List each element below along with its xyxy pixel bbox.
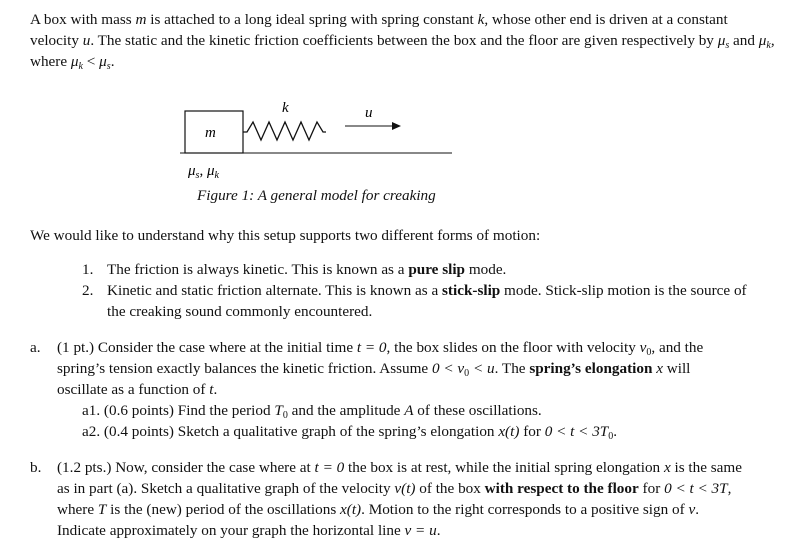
- part-b-line-1: (1.2 pts.) Now, consider the case where at t = 0 the box is at rest, while the initial spring elongation x is the same: [57, 459, 742, 476]
- list-item-text-continuation: the creaking sound commonly encountered.: [107, 303, 373, 320]
- spring-zigzag: [243, 122, 326, 140]
- figure-caption: Figure 1: A general model for creaking: [197, 187, 436, 204]
- intro-paragraph: A box with mass m is attached to a long ideal spring with spring constant k, whose other end is driven at a constant velocity u. The static and the kinetic friction coefficients between the box and the floor are given respectively by $\mu_s$ and $\mu_k$, where $\mu_k < \mu_s$.: [30, 11, 775, 72]
- part-a2: a2. (0.4 points) Sketch a qualitative graph of the spring’s elongation x(t) for $0 < t < 3T_0$.: [82, 423, 618, 442]
- part-a-line-1: (1 pt.) Consider the case where at the initial time t = 0, the box slides on the floor with velocity $v_0$, and the: [57, 339, 704, 358]
- figure-diagram: [180, 98, 460, 188]
- box-mass-label: m: [205, 125, 216, 141]
- part-b-line-3: where T is the (new) period of the oscillations x(t). Motion to the right corresponds to a positive sign of v.: [57, 501, 699, 518]
- list-item-number: 2.: [82, 282, 94, 299]
- part-a-label: a.: [30, 339, 41, 356]
- lead-sentence: We would like to understand why this setup supports two different forms of motion:: [30, 227, 541, 244]
- friction-coefficients-label: $\mu_s$, $\mu_k$: [188, 163, 219, 181]
- part-b-label: b.: [30, 459, 42, 476]
- velocity-label: u: [365, 105, 373, 121]
- list-item-number: 1.: [82, 261, 94, 278]
- list-item-text: Kinetic and static friction alternate. This is known as a stick-slip mode. Stick-slip motion is the source of: [107, 282, 747, 299]
- spring-constant-label: k: [282, 100, 289, 116]
- part-a-line-3: oscillate as a function of t.: [57, 381, 218, 398]
- list-item-text: The friction is always kinetic. This is known as a pure slip mode.: [107, 261, 507, 278]
- velocity-arrow-head: [392, 122, 401, 130]
- part-a1: a1. (0.6 points) Find the period $T_0$ and the amplitude A of these oscillations.: [82, 402, 542, 421]
- part-b-line-2: as in part (a). Sketch a qualitative graph of the velocity v(t) of the box with respect to the floor for 0 < t < 3T,: [57, 480, 732, 497]
- part-a-line-2: spring’s tension exactly balances the kinetic friction. Assume $0 < v_0 < u$. The spring’s elongation x will: [57, 360, 691, 379]
- part-b-line-4: Indicate approximately on your graph the horizontal line v = u.: [57, 522, 441, 539]
